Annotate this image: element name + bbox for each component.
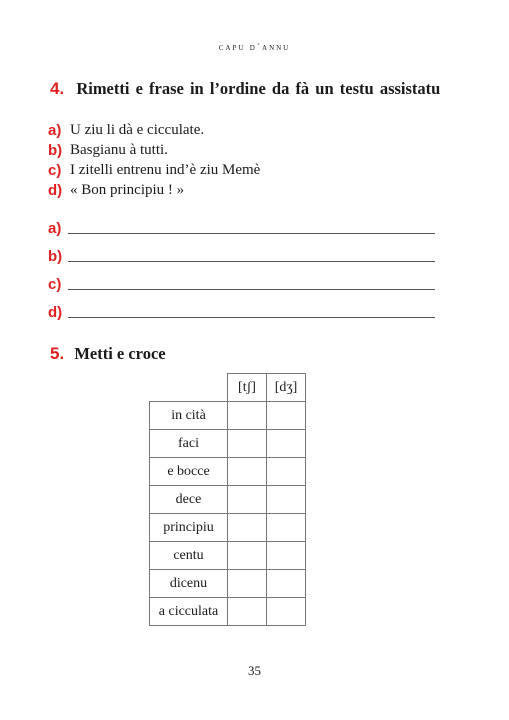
tick-cell[interactable] (228, 570, 267, 598)
answer-letter: b) (48, 247, 63, 265)
item-letter: b) (48, 141, 63, 159)
exercise-4-instruction: Rimetti e frase in l’ordine da fà un testu assistatu (76, 79, 441, 98)
exercise-5-instruction: Metti e croce (74, 344, 166, 363)
item-letter: c) (48, 161, 62, 179)
row-word: principiu (150, 514, 228, 542)
table-row (150, 542, 306, 570)
tick-cell[interactable] (228, 430, 267, 458)
column-header: [dʒ] (267, 374, 306, 402)
tick-cell[interactable] (228, 486, 267, 514)
row-word: dicenu (150, 570, 228, 598)
writing-line[interactable] (68, 233, 435, 234)
writing-line[interactable] (68, 317, 435, 318)
writing-line[interactable] (68, 261, 435, 262)
sound-cross-table (149, 373, 306, 626)
item-text: U ziu li dà e cicculate. (70, 121, 205, 138)
row-word: a cicculata (150, 598, 228, 626)
table-row (150, 514, 306, 542)
item-text: I zitelli entrenu ind’è ziu Memè (70, 161, 261, 178)
item-letter: d) (48, 181, 63, 199)
tick-cell[interactable] (228, 402, 267, 430)
tick-cell[interactable] (228, 598, 267, 626)
tick-cell[interactable] (228, 458, 267, 486)
tick-cell[interactable] (228, 514, 267, 542)
item-text: Basgianu à tutti. (70, 141, 168, 158)
tick-cell[interactable] (267, 514, 306, 542)
answer-letter: d) (48, 303, 63, 321)
item-text: « Bon principiu ! » (70, 181, 185, 198)
answer-letter: a) (48, 219, 62, 237)
row-word: dece (150, 486, 228, 514)
list-item (48, 120, 260, 140)
exercise-4-title (50, 79, 440, 99)
answer-line (48, 214, 435, 242)
table-row (150, 402, 306, 430)
tick-cell[interactable] (267, 402, 306, 430)
row-word: centu (150, 542, 228, 570)
tick-cell[interactable] (267, 458, 306, 486)
answer-line (48, 242, 435, 270)
tick-cell[interactable] (267, 570, 306, 598)
answer-lines (48, 214, 435, 326)
column-header: [tʃ] (228, 374, 267, 402)
answer-letter: c) (48, 275, 62, 293)
tick-cell[interactable] (267, 486, 306, 514)
running-header: capu d´annu (218, 43, 291, 53)
exercise-4-number: 4. (50, 79, 65, 98)
table-row (150, 430, 306, 458)
answer-line (48, 298, 435, 326)
item-letter: a) (48, 121, 62, 139)
tick-cell[interactable] (267, 430, 306, 458)
table-row (150, 486, 306, 514)
list-item (48, 160, 260, 180)
table-header-row (150, 374, 306, 402)
row-word: faci (150, 430, 228, 458)
answer-line (48, 270, 435, 298)
table-row (150, 598, 306, 626)
tick-cell[interactable] (267, 542, 306, 570)
exercise-5-title (50, 344, 166, 364)
sentence-list (48, 120, 260, 200)
row-word: in cità (150, 402, 228, 430)
writing-line[interactable] (68, 289, 435, 290)
table-corner (150, 374, 228, 402)
tick-cell[interactable] (267, 598, 306, 626)
table-row (150, 570, 306, 598)
page-number: 35 (248, 663, 261, 678)
exercise-5-number: 5. (50, 344, 65, 363)
list-item (48, 140, 260, 160)
table-row (150, 458, 306, 486)
list-item (48, 180, 260, 200)
row-word: e bocce (150, 458, 228, 486)
tick-cell[interactable] (228, 542, 267, 570)
